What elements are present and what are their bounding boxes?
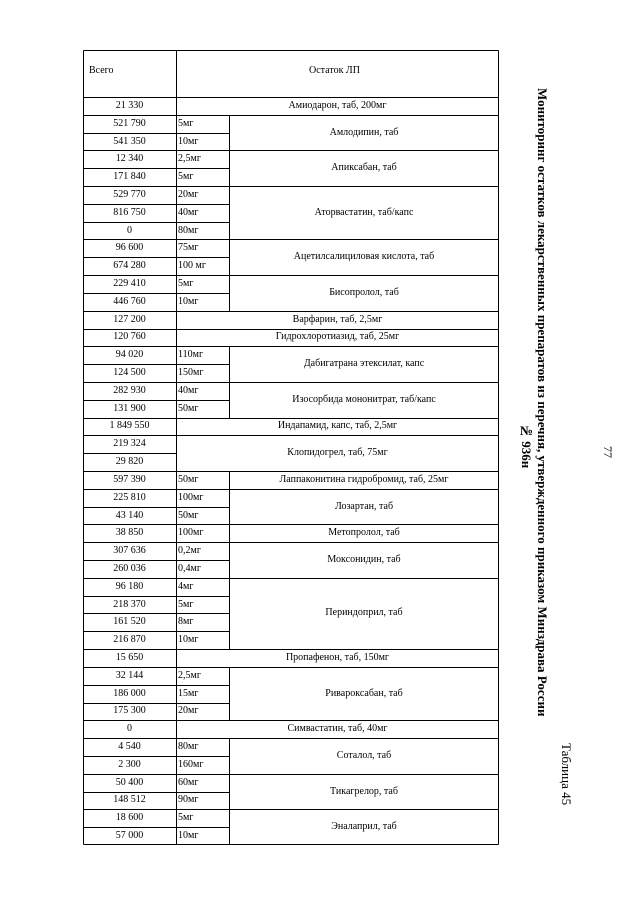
dose-value: 2,5мг — [178, 153, 201, 165]
total-value: 57 000 — [115, 830, 144, 842]
total-value: 32 144 — [115, 669, 144, 681]
total-value: 131 900 — [113, 402, 146, 414]
total-value: 597 390 — [113, 473, 146, 485]
drug-name: Соталол, таб — [336, 749, 392, 761]
drug-name: Дабигатрана этексилат, капс — [303, 358, 425, 370]
drug-name: Амлодипин, таб — [329, 126, 399, 138]
table-label: Таблица 45 — [559, 743, 574, 806]
total-value: 0 — [127, 224, 132, 236]
drug-name: Индапамид, капс, таб, 2,5мг — [277, 420, 398, 432]
document-title: Мониторинг остатков лекарственных препаратов из перечня, утвержденного приказом Минздрава России — [535, 88, 550, 717]
order-number: № 936н — [519, 423, 534, 469]
total-value: 96 600 — [115, 242, 144, 254]
drug-name: Гидрохлоротиазид, таб, 25мг — [275, 331, 400, 343]
total-value: 2 300 — [118, 758, 141, 770]
total-value: 521 790 — [113, 117, 146, 129]
drug-name: Периндоприл, таб — [325, 607, 403, 619]
dose-value: 2,5мг — [178, 669, 201, 681]
total-value: 43 140 — [115, 509, 144, 521]
total-value: 674 280 — [113, 260, 146, 272]
dose-value: 100мг — [178, 491, 204, 503]
drug-name: Моксонидин, таб — [327, 554, 401, 566]
dose-value: 15мг — [178, 687, 199, 699]
drug-name: Лаппаконитина гидробромид, таб, 25мг — [279, 473, 449, 485]
dose-value: 40мг — [178, 384, 199, 396]
dose-value: 100 мг — [178, 260, 206, 272]
page-number: 77 — [601, 446, 615, 458]
total-value: 446 760 — [113, 295, 146, 307]
total-value: 96 180 — [115, 580, 144, 592]
total-value: 186 000 — [113, 687, 146, 699]
drug-name: Ацетилсалициловая кислота, таб — [293, 251, 435, 263]
total-value: 12 340 — [115, 153, 144, 165]
total-value: 282 930 — [113, 384, 146, 396]
total-value: 307 636 — [113, 545, 146, 557]
total-value: 218 370 — [113, 598, 146, 610]
dose-value: 60мг — [178, 776, 199, 788]
drug-name: Лозартан, таб — [334, 500, 394, 512]
dose-value: 50мг — [178, 473, 199, 485]
dose-value: 160мг — [178, 758, 204, 770]
drug-name: Изосорбида мононитрат, таб/капс — [292, 393, 436, 405]
drug-name: Эналаприл, таб — [331, 821, 397, 833]
total-value: 161 520 — [113, 616, 146, 628]
total-value: 171 840 — [113, 171, 146, 183]
dose-value: 100мг — [178, 527, 204, 539]
total-value: 38 850 — [115, 527, 144, 539]
header-total: Всего — [89, 65, 114, 76]
dose-value: 0,4мг — [178, 562, 201, 574]
residue-table — [83, 50, 499, 845]
total-value: 15 650 — [115, 651, 144, 663]
total-value: 50 400 — [115, 776, 144, 788]
total-value: 127 200 — [113, 313, 146, 325]
total-value: 120 760 — [113, 331, 146, 343]
dose-value: 150мг — [178, 367, 204, 379]
total-value: 529 770 — [113, 188, 146, 200]
dose-value: 5мг — [178, 812, 194, 824]
drug-name: Бисопролол, таб — [329, 286, 399, 298]
side-caption — [512, 88, 572, 850]
dose-value: 5мг — [178, 277, 194, 289]
dose-value: 50мг — [178, 402, 199, 414]
total-value: 124 500 — [113, 367, 146, 379]
drug-name: Амиодарон, таб, 200мг — [288, 99, 387, 111]
total-value: 816 750 — [113, 206, 146, 218]
total-value: 94 020 — [115, 349, 144, 361]
dose-value: 5мг — [178, 171, 194, 183]
dose-value: 50мг — [178, 509, 199, 521]
drug-name: Аторвастатин, таб/капс — [314, 206, 414, 218]
total-value: 225 810 — [113, 491, 146, 503]
dose-value: 20мг — [178, 188, 199, 200]
total-value: 1 849 550 — [109, 420, 150, 432]
dose-value: 10мг — [178, 830, 199, 842]
dose-value: 4мг — [178, 580, 194, 592]
total-value: 216 870 — [113, 634, 146, 646]
drug-name: Симвастатин, таб, 40мг — [287, 723, 388, 735]
drug-name: Варфарин, таб, 2,5мг — [292, 313, 383, 325]
dose-value: 10мг — [178, 634, 199, 646]
drug-name: Метопролол, таб — [328, 527, 400, 539]
drug-name: Клопидогрел, таб, 75мг — [287, 447, 388, 459]
dose-value: 10мг — [178, 295, 199, 307]
total-value: 260 036 — [113, 562, 146, 574]
total-value: 219 324 — [113, 438, 146, 450]
total-value: 21 330 — [115, 99, 144, 111]
total-value: 541 350 — [113, 135, 146, 147]
total-value: 148 512 — [113, 794, 146, 806]
dose-value: 0,2мг — [178, 545, 201, 557]
total-value: 0 — [127, 723, 132, 735]
total-value: 18 600 — [115, 812, 144, 824]
total-value: 4 540 — [118, 741, 141, 753]
dose-value: 80мг — [178, 741, 199, 753]
dose-value: 110мг — [178, 349, 204, 361]
dose-value: 80мг — [178, 224, 199, 236]
dose-value: 5мг — [178, 598, 194, 610]
total-value: 175 300 — [113, 705, 146, 717]
dose-value: 20мг — [178, 705, 199, 717]
dose-value: 40мг — [178, 206, 199, 218]
drug-name: Тикагрелор, таб — [330, 785, 398, 797]
dose-value: 8мг — [178, 616, 194, 628]
header-remainder: Остаток ЛП — [309, 65, 360, 76]
total-value: 229 410 — [113, 277, 146, 289]
dose-value: 10мг — [178, 135, 199, 147]
drug-name: Пропафенон, таб, 150мг — [285, 651, 390, 663]
dose-value: 75мг — [178, 242, 199, 254]
dose-value: 90мг — [178, 794, 199, 806]
dose-value: 5мг — [178, 117, 194, 129]
total-value: 29 820 — [115, 456, 144, 468]
drug-name: Апиксабан, таб — [331, 162, 397, 174]
drug-name: Ривароксабан, таб — [325, 687, 403, 699]
